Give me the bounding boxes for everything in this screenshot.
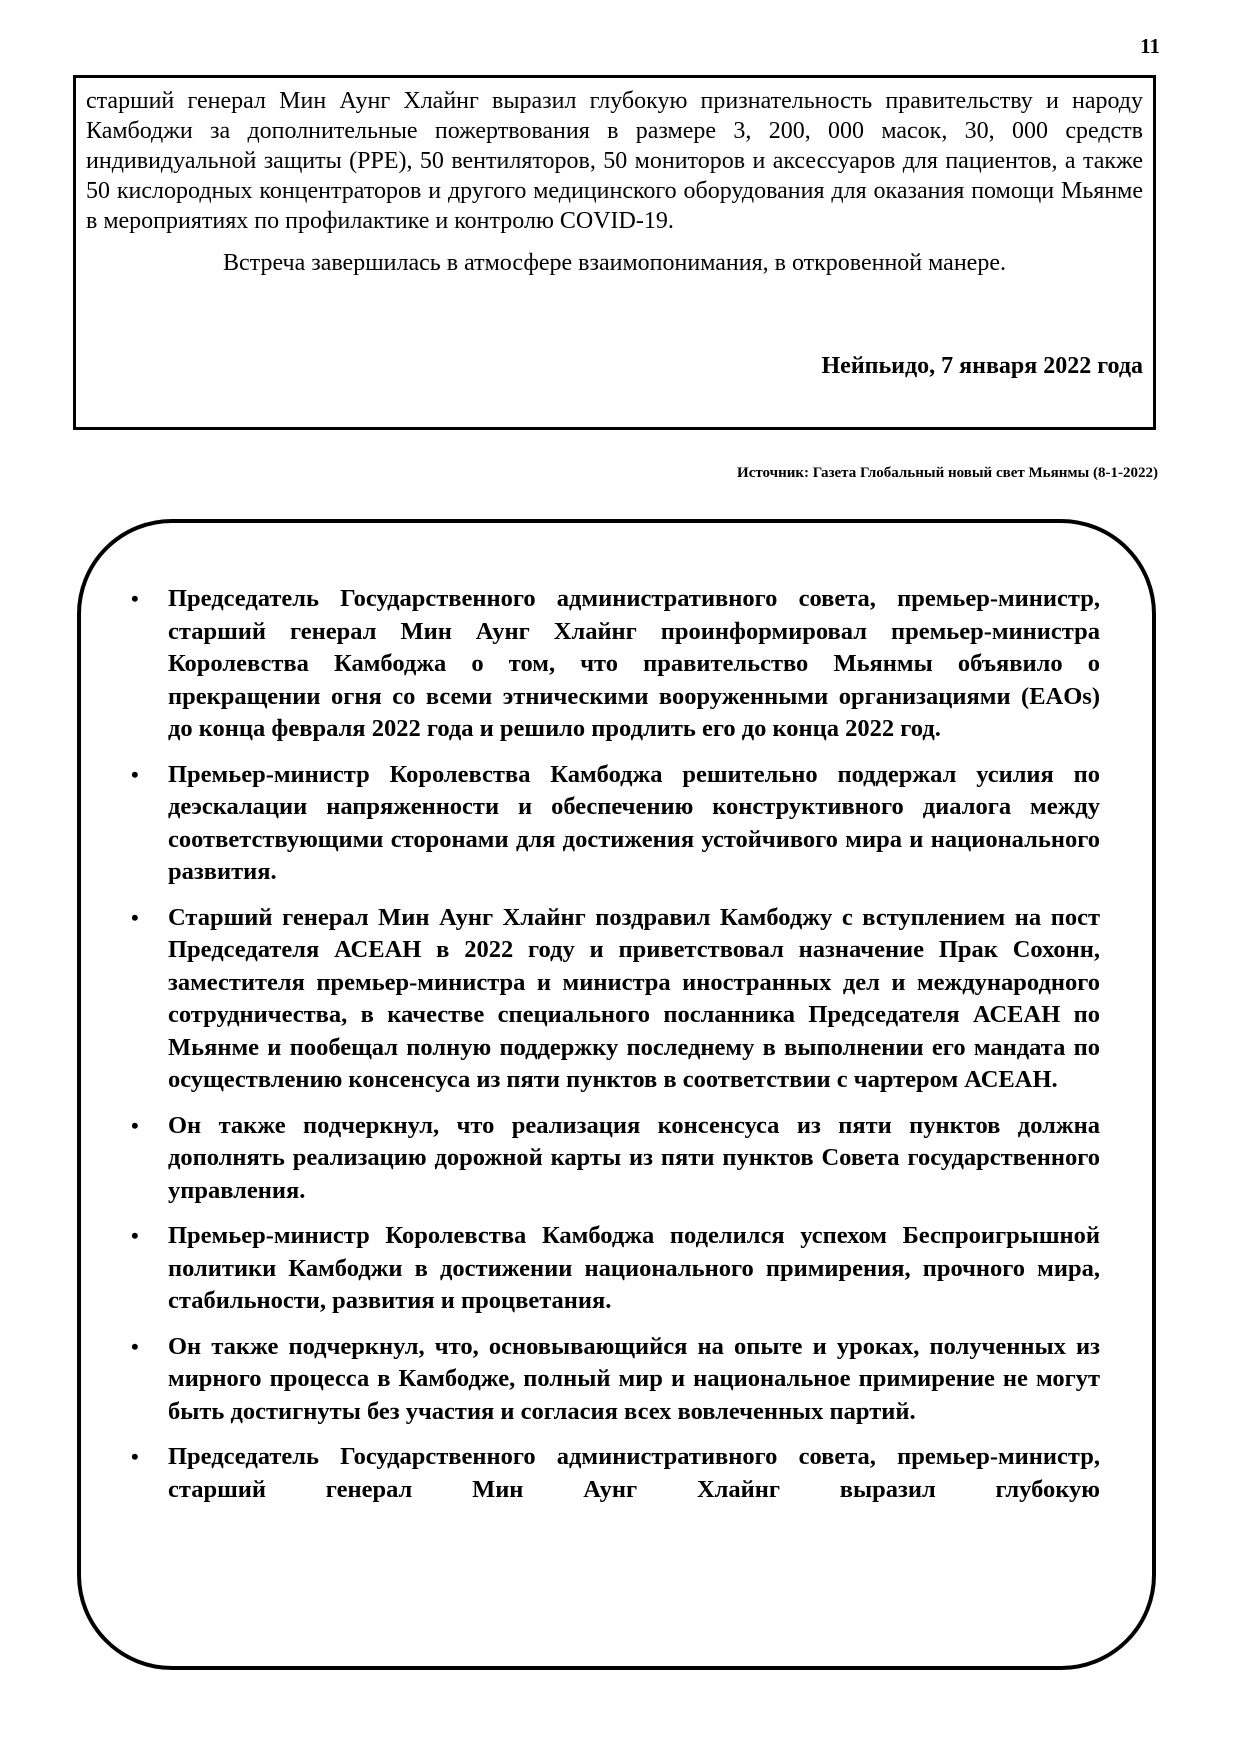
bullet-icon: • (131, 761, 139, 787)
continuation-paragraph: старший генерал Мин Аунг Хлайнг выразил глубокую признательность правительству и народу Камбоджи за дополнительные пожертвования в размере 3, 200, 000 масок, 30, 000 средств индивидуальной защиты (PPE), 50 вентиляторов, 50 мониторов и аксессуаров для пациентов, а также 50 кислородных концентраторов и другого медицинского оборудования для оказания помощи Мьянме в мероприятиях по профилактике и контролю COVID-19. (86, 88, 1143, 234)
place-date-signoff: Нейпьидо, 7 января 2022 года (821, 353, 1143, 379)
list-item (131, 583, 1100, 746)
list-item (131, 1220, 1100, 1318)
bullet-text: Председатель Государственного административного совета, премьер-министр, старший генерал Мин Аунг Хлайнг проинформировал премьер-министра Королевства Камбоджа о том, что правительство Мьянмы объявило о прекращении огня со всеми этническими вооруженными организациями (EAOs) до конца февраля 2022 года и решило продлить его до конца 2022 год. (168, 585, 1100, 742)
bullet-icon: • (131, 1333, 139, 1359)
summary-bullet-list (131, 583, 1100, 1519)
bullet-icon: • (131, 586, 139, 611)
bullet-text: Премьер-министр Королевства Камбоджа поделился успехом Беспроигрышной политики Камбоджи в достижении национального примирения, прочного мира, стабильности, развития и процветания. (168, 1222, 1100, 1314)
summary-rounded-box (77, 519, 1156, 1670)
source-citation: Источник: Газета Глобальный новый свет Мьянмы (8-1-2022) (737, 465, 1158, 481)
bullet-icon: • (131, 1444, 139, 1469)
list-item (131, 1331, 1100, 1429)
bullet-text: Старший генерал Мин Аунг Хлайнг поздравил Камбоджу с вступлением на пост Председателя АСЕАН в 2022 году и приветствовал назначение Прак Сохонн, заместителя премьер-министра и министра иностранных дел и международного сотрудничества, в качестве специального посланника Председателя АСЕАН по Мьянме и пообещал полную поддержку последнему в выполнении его мандата по осуществлению консенсуса из пяти пунктов в соответствии с чартером АСЕАН. (168, 903, 1100, 1093)
bullet-icon: • (131, 1112, 139, 1138)
list-item (131, 902, 1100, 1097)
list-item (131, 759, 1100, 889)
bullet-text: Он также подчеркнул, что реализация консенсуса из пяти пунктов должна дополнять реализацию дорожной карты из пяти пунктов Совета государственного управления. (168, 1111, 1100, 1204)
closing-sentence: Встреча завершилась в атмосфере взаимопонимания, в откровенной манере. (223, 250, 1006, 276)
bullet-text: Он также подчеркнул, что, основывающийся на опыте и уроках, полученных из мирного процесса в Камбодже, полный мир и национальное примирение не могут быть достигнуты без участия и согласия всех вовлеченных партий. (168, 1332, 1100, 1425)
list-item (131, 1441, 1100, 1506)
bullet-text: Председатель Государственного административного совета, премьер-министр, старший генерал Мин Аунг Хлайнг выразил глубокую (168, 1443, 1100, 1503)
continuation-box (73, 75, 1156, 430)
bullet-text: Премьер-министр Королевства Камбоджа решительно поддержал усилия по деэскалации напряженности и обеспечению конструктивного диалога между соответствующими сторонами для достижения устойчивого мира и национального развития. (168, 760, 1100, 885)
list-item (131, 1110, 1100, 1208)
bullet-icon: • (131, 904, 139, 930)
page-number: 11 (1140, 34, 1160, 58)
bullet-icon: • (131, 1223, 139, 1248)
